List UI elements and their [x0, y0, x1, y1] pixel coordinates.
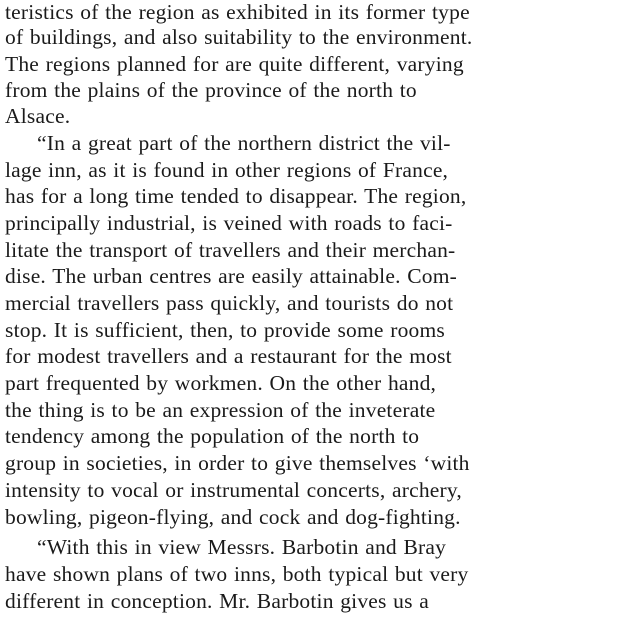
text-line-13: stop. It is sufficient, then, to provide some rooms	[5, 318, 445, 342]
text-line-9: principally industrial, is veined with roads to faci-	[5, 211, 453, 235]
text-line-1: teristics of the region as exhibited in its former type	[5, 0, 470, 24]
text-line-16: the thing is to be an expression of the inveterate	[5, 398, 436, 422]
text-line-2: of buildings, and also suitability to the environment.	[5, 25, 473, 49]
text-line-17: tendency among the population of the north to	[5, 424, 420, 448]
text-line-18: group in societies, in order to give themselves ‘with	[5, 451, 470, 475]
text-line-14: for modest travellers and a restaurant for the most	[5, 344, 452, 368]
text-line-11: dise. The urban centres are easily attainable. Com-	[5, 264, 458, 288]
text-line-22: have shown plans of two inns, both typical but very	[5, 562, 469, 586]
text-line-23: different in conception. Mr. Barbotin gives us a	[5, 589, 430, 613]
text-line-3: The regions planned for are quite different, varying	[5, 52, 464, 76]
text-line-21: “With this in view Messrs. Barbotin and Bray	[37, 535, 447, 559]
text-line-10: litate the transport of travellers and their merchan-	[5, 238, 456, 262]
text-line-8: has for a long time tended to disappear. The region,	[5, 184, 467, 208]
document-page	[5, 0, 625, 620]
text-line-19: intensity to vocal or instrumental concerts, archery,	[5, 478, 463, 502]
text-line-15: part frequented by workmen. On the other hand,	[5, 371, 437, 395]
text-line-12: mercial travellers pass quickly, and tourists do not	[5, 291, 454, 315]
text-line-4: from the plains of the province of the north to	[5, 78, 417, 102]
text-line-20: bowling, pigeon-flying, and cock and dog-fighting.	[5, 505, 461, 529]
text-line-7: lage inn, as it is found in other regions of France,	[5, 158, 449, 182]
text-line-5: Alsace.	[5, 104, 71, 128]
text-line-6: “In a great part of the northern district the vil-	[37, 131, 451, 155]
